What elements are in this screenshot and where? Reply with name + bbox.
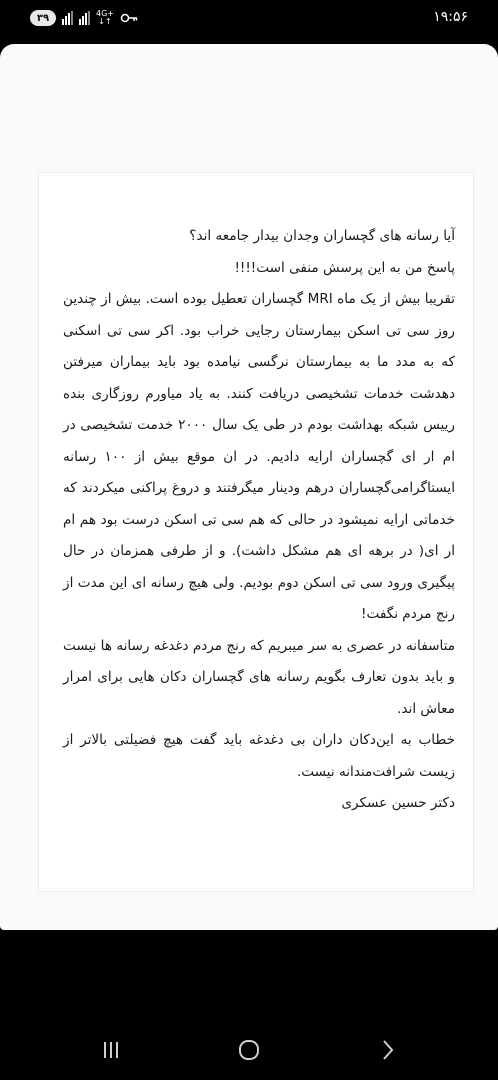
navigation-bar [0, 930, 498, 1080]
signal-icon [79, 11, 90, 25]
status-icons [30, 10, 138, 26]
home-button[interactable] [234, 1035, 264, 1065]
status-bar [0, 0, 498, 40]
vpn-key-icon [120, 12, 138, 24]
back-icon [380, 1039, 396, 1061]
recent-apps-button[interactable] [96, 1035, 126, 1065]
message-card [38, 172, 474, 892]
network-type: 4G+ [96, 9, 114, 18]
image-viewer-sheet [0, 44, 498, 930]
message-text: آیا رسانه های گچساران وجدان بیدار جامعه اند؟ پاسخ من به این پرسش منفی است!!!! تقریبا بیش از یک ماه MRI گچساران تعطیل بوده است. بیش از چندین روز سی تی اسکن بیمارستان رجایی خراب بود. اکر سی تی اسکنی که به مدد ما به بیمارستان نرگسی نیامده بود باید بیماران میرفتن دهدشت خدمات تشخیصی دریافت کنند. به یاد میاورم روزگاری بنده رییس شبکه بهداشت بودم در طی یک سال ۲۰۰۰ خدمت تشخیصی در ام ار ای گچساران ارایه دادیم. در ان موقع بیش از ۱۰۰ رسانه ایستاگرامی‌گچساران درهم ودینار میگرفتند و دروغ پراکنی میکردند که خدماتی ارایه نمیشود در حالی که هم سی تی اسکن درست بود هم ام ار ای( در برهه ای هم مشکل داشت). و از طرفی همزمان در حال پیگیری ورود سی تی اسکن دوم بودیم. ولی هیچ رسانه ای این مدت از رنج مردم نگفت! متاسفانه در عصری به سر میبریم که رنج مردم دغدغه رسانه ها نیست و باید بدون تعارف بگویم رسانه های گچساران دکان هایی برای امرار معاش اند. خطاب به این‌دکان داران بی دغدغه باید گفت هیچ فضیلتی بالاتر از زیست شرافت‌مندانه نیست. دکتر حسین عسکری [63, 228, 455, 811]
battery-level: ۳۹ [36, 12, 50, 24]
status-time: ۱۹:۵۶ [433, 9, 468, 25]
network-4g-icon: 4G+ ↓↑ [96, 9, 114, 26]
home-icon [237, 1039, 261, 1061]
signal-icon [62, 11, 73, 25]
back-button[interactable] [373, 1035, 403, 1065]
battery-icon [30, 10, 56, 26]
recent-apps-icon [101, 1041, 121, 1059]
